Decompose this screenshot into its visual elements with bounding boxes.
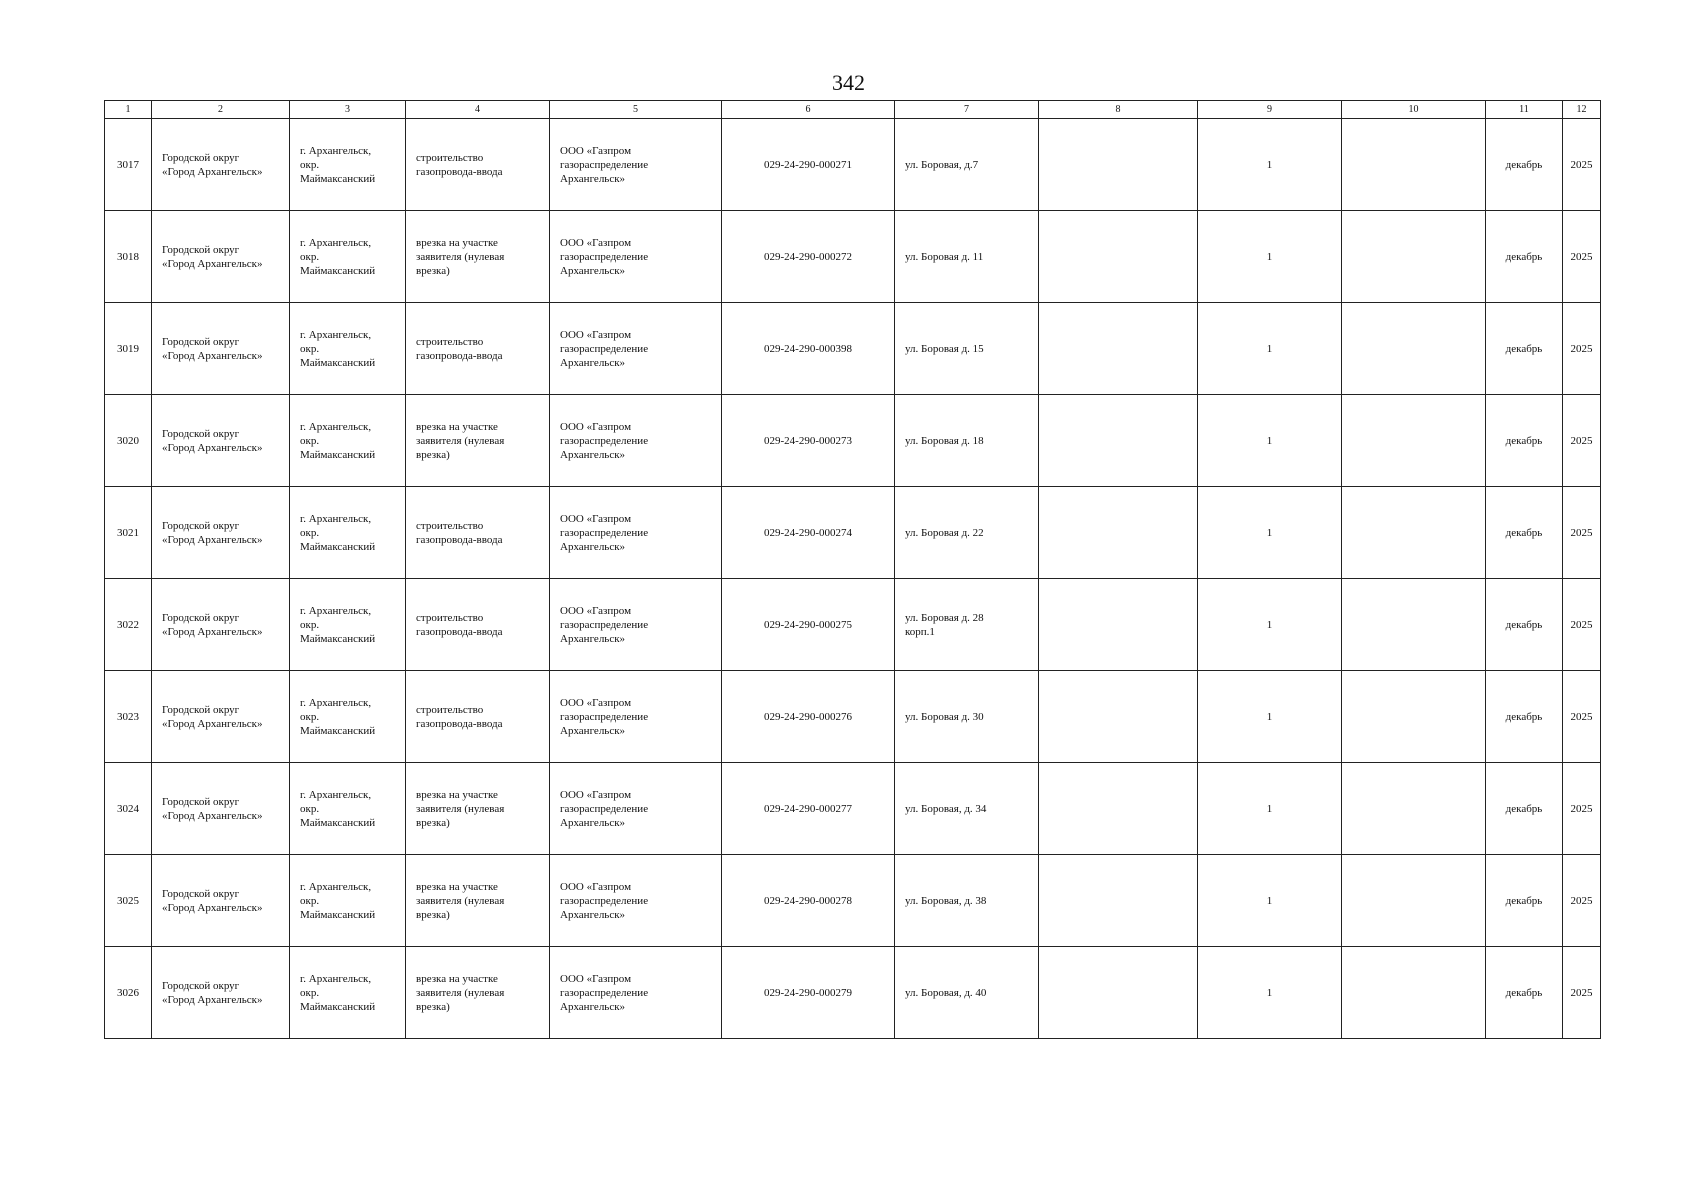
month-cell (1486, 211, 1563, 303)
year-cell (1563, 763, 1601, 855)
column-9-cell (1198, 303, 1342, 395)
organization-cell-text: ООО «Газпром газораспределение Архангельск» (560, 144, 649, 185)
table-row (105, 119, 1601, 211)
month-cell-text: декабрь (1505, 802, 1543, 815)
address-cell-text: ул. Боровая, д.7 (905, 158, 979, 171)
municipality-cell (152, 119, 290, 211)
row-number-text: 3024 (117, 802, 139, 815)
work-type-cell-text: врезка на участке заявителя (нулевая врезка) (416, 972, 505, 1013)
column-header-12: 12 (1563, 101, 1601, 119)
application-code-cell (722, 119, 895, 211)
table-body (105, 119, 1601, 1039)
month-cell (1486, 855, 1563, 947)
application-code-cell (722, 763, 895, 855)
organization-cell-text: ООО «Газпром газораспределение Архангельск» (560, 696, 649, 737)
year-cell-text: 2025 (1570, 618, 1593, 631)
column-10-cell (1342, 211, 1486, 303)
address-cell (895, 855, 1039, 947)
month-cell (1486, 119, 1563, 211)
column-9-cell-text: 1 (1266, 158, 1273, 171)
organization-cell (550, 671, 722, 763)
row-number-text: 3020 (117, 434, 139, 447)
column-10-cell (1342, 671, 1486, 763)
work-type-cell (406, 119, 550, 211)
month-cell-text: декабрь (1505, 986, 1543, 999)
column-9-cell (1198, 395, 1342, 487)
organization-cell (550, 947, 722, 1039)
column-9-cell (1198, 579, 1342, 671)
year-cell-text: 2025 (1570, 894, 1593, 907)
municipality-cell-text: Городской округ «Город Архангельск» (162, 243, 263, 270)
table-header-row (105, 101, 1601, 119)
municipality-cell-text: Городской округ «Город Архангельск» (162, 979, 263, 1006)
row-number-text: 3025 (117, 894, 139, 907)
row-number-text: 3026 (117, 986, 139, 999)
locality-cell (290, 947, 406, 1039)
month-cell-text: декабрь (1505, 434, 1543, 447)
application-code-cell (722, 487, 895, 579)
organization-cell-text: ООО «Газпром газораспределение Архангельск» (560, 512, 649, 553)
row-number (105, 855, 152, 947)
work-type-cell (406, 947, 550, 1039)
column-8-cell (1039, 855, 1198, 947)
municipality-cell (152, 763, 290, 855)
column-9-cell-text: 1 (1266, 526, 1273, 539)
application-code-cell-text: 029-24-290-000274 (764, 526, 852, 539)
month-cell-text: декабрь (1505, 618, 1543, 631)
year-cell (1563, 947, 1601, 1039)
municipality-cell (152, 947, 290, 1039)
work-type-cell (406, 395, 550, 487)
year-cell-text: 2025 (1570, 434, 1593, 447)
month-cell-text: декабрь (1505, 526, 1543, 539)
address-cell (895, 763, 1039, 855)
table-row (105, 671, 1601, 763)
column-9-cell-text: 1 (1266, 250, 1273, 263)
column-header-3: 3 (290, 101, 406, 119)
locality-cell-text: г. Архангельск, окр. Маймаксанский (300, 880, 376, 921)
municipality-cell (152, 671, 290, 763)
table-row (105, 579, 1601, 671)
row-number (105, 763, 152, 855)
month-cell-text: декабрь (1505, 342, 1543, 355)
locality-cell (290, 671, 406, 763)
organization-cell-text: ООО «Газпром газораспределение Архангельск» (560, 328, 649, 369)
locality-cell-text: г. Архангельск, окр. Маймаксанский (300, 512, 376, 553)
year-cell-text: 2025 (1570, 158, 1593, 171)
column-9-cell (1198, 947, 1342, 1039)
table-row (105, 303, 1601, 395)
column-10-cell (1342, 119, 1486, 211)
page-number: 342 (832, 70, 865, 95)
municipality-cell-text: Городской округ «Город Архангельск» (162, 427, 263, 454)
column-header-4: 4 (406, 101, 550, 119)
row-number-text: 3021 (117, 526, 139, 539)
municipality-cell-text: Городской округ «Город Архангельск» (162, 611, 263, 638)
address-cell (895, 947, 1039, 1039)
column-9-cell-text: 1 (1266, 894, 1273, 907)
work-type-cell (406, 671, 550, 763)
application-code-cell (722, 671, 895, 763)
address-cell-text: ул. Боровая д. 28 корп.1 (905, 611, 984, 638)
year-cell-text: 2025 (1570, 802, 1593, 815)
row-number-text: 3019 (117, 342, 139, 355)
column-header-5: 5 (550, 101, 722, 119)
organization-cell-text: ООО «Газпром газораспределение Архангельск» (560, 880, 649, 921)
month-cell-text: декабрь (1505, 158, 1543, 171)
year-cell (1563, 671, 1601, 763)
column-9-cell (1198, 487, 1342, 579)
row-number (105, 947, 152, 1039)
table-row (105, 395, 1601, 487)
column-8-cell (1039, 119, 1198, 211)
month-cell (1486, 947, 1563, 1039)
year-cell-text: 2025 (1570, 986, 1593, 999)
column-header-11: 11 (1486, 101, 1563, 119)
application-code-cell (722, 579, 895, 671)
application-code-cell (722, 855, 895, 947)
month-cell (1486, 303, 1563, 395)
column-9-cell-text: 1 (1266, 434, 1273, 447)
application-code-cell-text: 029-24-290-000276 (764, 710, 852, 723)
municipality-cell-text: Городской округ «Город Архангельск» (162, 519, 263, 546)
column-10-cell (1342, 763, 1486, 855)
application-code-cell (722, 947, 895, 1039)
column-9-cell-text: 1 (1266, 986, 1273, 999)
month-cell-text: декабрь (1505, 894, 1543, 907)
municipality-cell (152, 579, 290, 671)
address-cell-text: ул. Боровая д. 30 (905, 710, 984, 723)
column-9-cell-text: 1 (1266, 710, 1273, 723)
address-cell-text: ул. Боровая, д. 38 (905, 894, 987, 907)
column-8-cell (1039, 395, 1198, 487)
work-type-cell-text: строительство газопровода-ввода (416, 519, 503, 546)
locality-cell (290, 855, 406, 947)
column-8-cell (1039, 487, 1198, 579)
work-type-cell (406, 211, 550, 303)
year-cell-text: 2025 (1570, 342, 1593, 355)
work-type-cell (406, 487, 550, 579)
month-cell (1486, 763, 1563, 855)
column-header-1: 1 (105, 101, 152, 119)
table-row (105, 947, 1601, 1039)
locality-cell-text: г. Архангельск, окр. Маймаксанский (300, 420, 376, 461)
column-8-cell (1039, 947, 1198, 1039)
column-9-cell-text: 1 (1266, 802, 1273, 815)
work-type-cell-text: врезка на участке заявителя (нулевая врезка) (416, 420, 505, 461)
year-cell (1563, 855, 1601, 947)
locality-cell (290, 211, 406, 303)
column-8-cell (1039, 303, 1198, 395)
organization-cell (550, 395, 722, 487)
application-code-cell-text: 029-24-290-000275 (764, 618, 852, 631)
year-cell-text: 2025 (1570, 526, 1593, 539)
month-cell (1486, 579, 1563, 671)
column-10-cell (1342, 579, 1486, 671)
column-9-cell (1198, 119, 1342, 211)
address-cell-text: ул. Боровая, д. 34 (905, 802, 987, 815)
row-number (105, 671, 152, 763)
month-cell (1486, 487, 1563, 579)
municipality-cell-text: Городской округ «Город Архангельск» (162, 795, 263, 822)
locality-cell-text: г. Архангельск, окр. Маймаксанский (300, 144, 376, 185)
organization-cell-text: ООО «Газпром газораспределение Архангельск» (560, 420, 649, 461)
column-9-cell (1198, 211, 1342, 303)
year-cell-text: 2025 (1570, 250, 1593, 263)
column-10-cell (1342, 303, 1486, 395)
year-cell-text: 2025 (1570, 710, 1593, 723)
column-8-cell (1039, 211, 1198, 303)
column-9-cell (1198, 855, 1342, 947)
work-type-cell-text: строительство газопровода-ввода (416, 703, 503, 730)
address-cell (895, 395, 1039, 487)
work-type-cell-text: врезка на участке заявителя (нулевая врезка) (416, 788, 505, 829)
year-cell (1563, 119, 1601, 211)
column-10-cell (1342, 947, 1486, 1039)
organization-cell (550, 487, 722, 579)
year-cell (1563, 579, 1601, 671)
municipality-cell-text: Городской округ «Город Архангельск» (162, 151, 263, 178)
locality-cell (290, 579, 406, 671)
locality-cell-text: г. Архангельск, окр. Маймаксанский (300, 696, 376, 737)
address-cell (895, 303, 1039, 395)
municipality-cell (152, 487, 290, 579)
locality-cell-text: г. Архангельск, окр. Маймаксанский (300, 788, 376, 829)
column-8-cell (1039, 763, 1198, 855)
locality-cell (290, 119, 406, 211)
column-header-2: 2 (152, 101, 290, 119)
column-10-cell (1342, 395, 1486, 487)
column-header-7: 7 (895, 101, 1039, 119)
address-cell-text: ул. Боровая д. 18 (905, 434, 984, 447)
organization-cell (550, 303, 722, 395)
application-code-cell-text: 029-24-290-000278 (764, 894, 852, 907)
address-cell-text: ул. Боровая, д. 40 (905, 986, 987, 999)
table-row (105, 763, 1601, 855)
column-8-cell (1039, 579, 1198, 671)
row-number-text: 3018 (117, 250, 139, 263)
locality-cell-text: г. Архангельск, окр. Маймаксанский (300, 604, 376, 645)
year-cell (1563, 211, 1601, 303)
municipality-cell (152, 211, 290, 303)
work-type-cell (406, 763, 550, 855)
organization-cell (550, 119, 722, 211)
table-row (105, 211, 1601, 303)
locality-cell (290, 395, 406, 487)
organization-cell-text: ООО «Газпром газораспределение Архангельск» (560, 788, 649, 829)
municipality-cell-text: Городской округ «Город Архангельск» (162, 887, 263, 914)
municipality-cell (152, 855, 290, 947)
organization-cell (550, 211, 722, 303)
address-cell (895, 211, 1039, 303)
table-row (105, 855, 1601, 947)
row-number (105, 119, 152, 211)
address-cell (895, 487, 1039, 579)
application-code-cell-text: 029-24-290-000398 (764, 342, 852, 355)
column-9-cell (1198, 671, 1342, 763)
application-code-cell (722, 303, 895, 395)
locality-cell-text: г. Архангельск, окр. Маймаксанский (300, 972, 376, 1013)
work-type-cell (406, 303, 550, 395)
organization-cell (550, 579, 722, 671)
application-code-cell (722, 211, 895, 303)
address-cell (895, 671, 1039, 763)
column-10-cell (1342, 487, 1486, 579)
locality-cell-text: г. Архангельск, окр. Маймаксанский (300, 328, 376, 369)
work-type-cell-text: строительство газопровода-ввода (416, 335, 503, 362)
row-number (105, 487, 152, 579)
month-cell-text: декабрь (1505, 710, 1543, 723)
organization-cell-text: ООО «Газпром газораспределение Архангельск» (560, 604, 649, 645)
row-number-text: 3023 (117, 710, 139, 723)
application-code-cell-text: 029-24-290-000277 (764, 802, 852, 815)
register-table (104, 100, 1601, 1039)
year-cell (1563, 395, 1601, 487)
column-header-10: 10 (1342, 101, 1486, 119)
application-code-cell-text: 029-24-290-000279 (764, 986, 852, 999)
column-9-cell (1198, 763, 1342, 855)
organization-cell (550, 763, 722, 855)
address-cell (895, 119, 1039, 211)
organization-cell (550, 855, 722, 947)
locality-cell-text: г. Архангельск, окр. Маймаксанский (300, 236, 376, 277)
municipality-cell (152, 303, 290, 395)
municipality-cell-text: Городской округ «Город Архангельск» (162, 703, 263, 730)
table-row (105, 487, 1601, 579)
work-type-cell-text: строительство газопровода-ввода (416, 611, 503, 638)
locality-cell (290, 303, 406, 395)
row-number (105, 303, 152, 395)
application-code-cell-text: 029-24-290-000273 (764, 434, 852, 447)
column-header-8: 8 (1039, 101, 1198, 119)
address-cell-text: ул. Боровая д. 15 (905, 342, 984, 355)
organization-cell-text: ООО «Газпром газораспределение Архангельск» (560, 972, 649, 1013)
municipality-cell (152, 395, 290, 487)
work-type-cell-text: врезка на участке заявителя (нулевая врезка) (416, 880, 505, 921)
year-cell (1563, 303, 1601, 395)
address-cell-text: ул. Боровая д. 22 (905, 526, 984, 539)
address-cell-text: ул. Боровая д. 11 (905, 250, 984, 263)
row-number (105, 211, 152, 303)
locality-cell (290, 763, 406, 855)
column-9-cell-text: 1 (1266, 618, 1273, 631)
year-cell (1563, 487, 1601, 579)
column-8-cell (1039, 671, 1198, 763)
work-type-cell (406, 579, 550, 671)
month-cell (1486, 671, 1563, 763)
application-code-cell-text: 029-24-290-000272 (764, 250, 852, 263)
application-code-cell (722, 395, 895, 487)
address-cell (895, 579, 1039, 671)
row-number-text: 3022 (117, 618, 139, 631)
application-code-cell-text: 029-24-290-000271 (764, 158, 852, 171)
column-9-cell-text: 1 (1266, 342, 1273, 355)
row-number (105, 579, 152, 671)
row-number (105, 395, 152, 487)
column-10-cell (1342, 855, 1486, 947)
row-number-text: 3017 (117, 158, 139, 171)
work-type-cell-text: строительство газопровода-ввода (416, 151, 503, 178)
work-type-cell-text: врезка на участке заявителя (нулевая врезка) (416, 236, 505, 277)
column-header-9: 9 (1198, 101, 1342, 119)
column-header-6: 6 (722, 101, 895, 119)
organization-cell-text: ООО «Газпром газораспределение Архангельск» (560, 236, 649, 277)
month-cell-text: декабрь (1505, 250, 1543, 263)
locality-cell (290, 487, 406, 579)
month-cell (1486, 395, 1563, 487)
work-type-cell (406, 855, 550, 947)
municipality-cell-text: Городской округ «Город Архангельск» (162, 335, 263, 362)
